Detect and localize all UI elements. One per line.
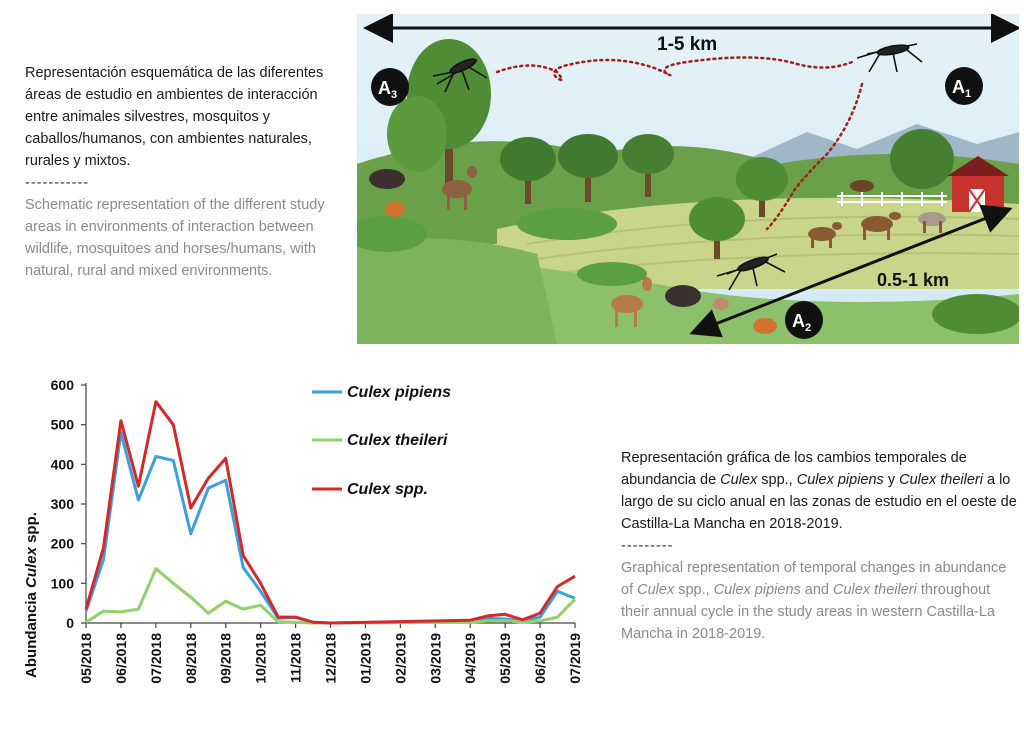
caption-en-part: throughout their annual cycle in the study areas in western Castilla-La Mancha in 2018-2019. [621,582,995,642]
legend-label: Culex theileri [347,432,448,449]
legend-label: Culex spp. [347,481,428,498]
y-axis-label-part: Abundancia [23,587,40,678]
caption-es-part: Culex pipiens [796,472,884,488]
x-tick-label: 03/2019 [427,633,444,684]
caption-bottom-english [621,557,1021,645]
y-axis-label-part: Culex [23,547,40,588]
caption-bottom-spanish [621,447,1021,535]
area-a2-sub: 2 [805,322,812,334]
x-tick-label: 07/2018 [147,633,164,684]
caption-es-part: Culex theileri [899,472,983,488]
caption-en-part: Culex [637,582,675,598]
x-tick-label: 05/2018 [78,633,94,684]
caption-en-part: spp., [674,582,714,598]
y-axis-label-part: spp. [23,512,40,548]
x-tick-label: 01/2019 [357,633,374,684]
caption-es-part: y [883,472,900,488]
series-line [86,402,575,623]
x-tick-label: 12/2018 [322,633,339,684]
caption-es-part: a lo largo de su ciclo anual en las zonas de estudio en el oeste de Castilla-La Mancha en 2018-2019. [621,472,1017,532]
abundance-line-chart [0,365,610,742]
x-tick-label: 07/2019 [567,633,583,684]
area-a1-main: A [952,77,965,97]
y-tick-label: 200 [50,535,74,552]
x-tick-label: 04/2019 [462,633,479,684]
x-tick-label: 11/2018 [287,633,304,683]
x-tick-label: 08/2018 [182,633,199,684]
caption-en-part: Culex pipiens [713,582,801,598]
x-tick-label: 02/2019 [392,633,409,684]
x-tick-label: 06/2018 [112,633,129,684]
y-tick-label: 100 [50,575,74,592]
series-line [86,433,575,623]
y-axis-label [23,512,40,678]
x-tick-label: 06/2019 [532,633,549,684]
caption-top [25,62,345,282]
x-axis [78,623,583,684]
y-tick-label: 600 [50,377,74,393]
study-area-illustration [357,14,1019,344]
caption-es-part: spp., [757,472,797,488]
y-tick-label: 400 [50,456,74,473]
caption-top-english: Schematic representation of the different study areas in environments of interaction between wildlife, mosquitoes and horses/humans, with natural, rural and mixed environments. [25,197,325,279]
x-tick-label: 09/2018 [217,633,234,684]
caption-top-spanish: Representación esquemática de las diferentes áreas de estudio en ambientes de interacción entre animales silvestres, mosquitos y caballos/humanos, con ambientes naturales, rurales y mixtos. [25,65,324,169]
left-meadow [357,238,557,344]
legend [312,384,451,498]
y-axis [51,377,86,631]
caption-bottom-separator: --------- [621,538,674,554]
x-tick-label: 05/2019 [497,633,514,684]
area-a1-sub: 1 [965,88,972,100]
area-label-a3 [371,68,409,106]
area-label-a1 [945,67,983,105]
area-a3-sub: 3 [391,89,398,101]
distance-label-bottom: 0.5-1 km [877,270,950,290]
y-tick-label: 300 [50,496,74,512]
caption-bottom [621,447,1021,645]
caption-en-part: Graphical representation of temporal changes in abundance of [621,560,1007,598]
x-tick-label: 10/2018 [252,633,269,684]
caption-es-part: Culex [720,472,758,488]
area-a2-main: A [792,311,805,331]
caption-en-part: and [800,582,834,598]
y-tick-label: 0 [66,615,74,631]
legend-label: Culex pipiens [347,384,452,401]
area-a3-main: A [378,78,391,98]
area-label-a2 [785,301,823,339]
y-tick-label: 500 [50,416,74,433]
caption-top-separator: ----------- [25,175,90,191]
caption-en-part: Culex theileri [833,582,917,598]
caption-es-part: Representación gráfica de los cambios temporales de abundancia de [621,450,967,488]
distance-label-top: 1-5 km [657,34,718,55]
series-lines [86,402,575,623]
